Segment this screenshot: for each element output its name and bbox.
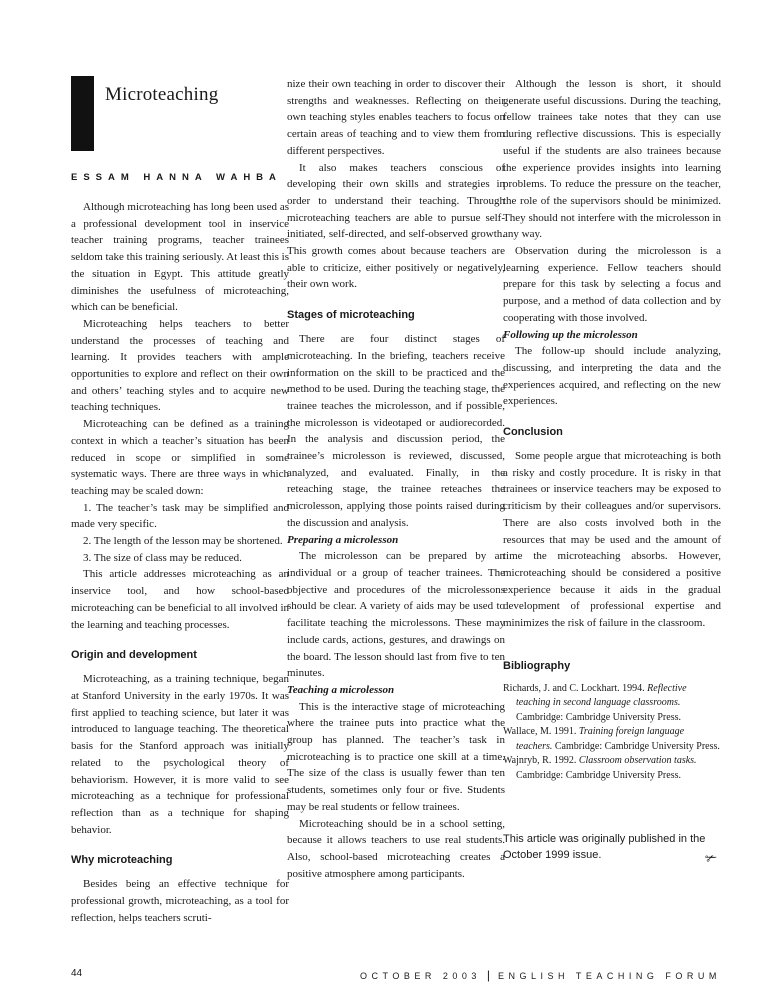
paragraph: nize their own teaching in order to discover their strengths and weaknesses. Reflecting on their own teaching styles enables teachers to focus on certain areas of teaching and to view them from different perspectives.	[287, 78, 505, 157]
article-title: Microteaching	[105, 84, 219, 105]
subsection-heading: Preparing a microlesson	[287, 533, 399, 546]
paragraph: Microteaching should be in a school setting, because it allows teachers to use real students. Also, school-based microteaching creates a positive atmosphere among participants.	[287, 817, 505, 880]
paragraph: Some people argue that microteaching is both a risky and costly procedure. It is risky in that trainees or inservice teachers may be exposed to criticism by their colleagues and/or supervisors. There are also costs involved both in the resources that may be used and the amount of time the microteaching absorbs. However, microteaching should be considered a positive experience because it aids in the gradual development of professional expertise and minimizes the risk of failure in the classroom.	[503, 450, 721, 630]
paragraph: It also makes teachers conscious of developing their own skills and strategies in order to understand their teaching. Through microteaching teachers are able to pursue self-initiated, self-directed, and self-observed growth. This growth comes about because teachers are able to criticize, either positively or negatively, their own work.	[287, 161, 505, 291]
column-1	[71, 76, 289, 926]
list-item: 1. The teacher’s task may be simplified and made very specific.	[71, 501, 289, 531]
column-3	[503, 76, 721, 867]
page-number: 44	[71, 968, 83, 979]
paragraph: Observation during the microlesson is a learning experience. Fellow teachers should prepare for this task by selecting a focus and purpose, and a method of data collection and by cooperating with those involved.	[503, 245, 721, 324]
subsection-heading: Following up the microlesson	[503, 328, 638, 341]
bibliography-list	[503, 682, 721, 784]
title-block	[71, 76, 289, 172]
paragraph: This is the interactive stage of microteaching where the trainee puts into practice what the group has planned. The teacher’s task in microteaching is to practice one skill at a time. The size of the class is usually fewer than ten students, sometimes only four or five. Students may be real students or fellow trainees.	[287, 700, 505, 813]
section-heading: Bibliography	[503, 659, 571, 672]
author-name: ESSAM HANNA WAHBA	[71, 172, 282, 183]
paragraph: Although the lesson is short, it should generate useful discussions. During the teaching, fellow trainees take notes that they can use during reflective discussions. This is especially useful if the students are also trainees because the experience provides insights into learning problems. To reduce the pressure on the teacher, the role of the supervisors should be minimized. They should not interfere with the microlesson in any way.	[503, 78, 721, 241]
title-bar	[71, 76, 94, 151]
scissors-icon: ✃	[705, 850, 717, 867]
paragraph: There are four distinct stages of microteaching. In the briefing, teachers receive information on the skill to be practiced and the method to be used. During the teaching stage, the trainee teaches the microlesson, and if possible, the microlesson is videotaped or audiorecorded. In the analysis and discussion period, the trainee’s microlesson is reviewed, discussed, analyzed, and evaluated. Finally, in the reteaching stage, the trainee reteaches the microlesson, applying those points raised during the discussion and analysis.	[287, 333, 505, 529]
paragraph: Although microteaching has long been used as a professional development tool in inservice teacher training programs, teacher trainees seldom take this training seriously. At least this is the situation in Egypt. This attitude greatly diminishes the usefulness of microteaching, which can be beneficial.	[71, 201, 289, 314]
section-heading: Conclusion	[503, 426, 563, 439]
list-item: 3. The size of class may be reduced.	[83, 551, 242, 564]
paragraph: The follow-up should include analyzing, discussing, and interpreting the data and the experiences acquired, and reflecting on the new experiences.	[503, 345, 721, 408]
publication-note: This article was originally published in the October 1999 issue. ✃	[503, 833, 717, 867]
paragraph: Microteaching, as a training technique, began at Stanford University in the early 1970s. It was first applied to teaching science, but later it was introduced to language teaching. The theoretical basis for the Stanford approach was initially related to the psychological theory of behaviorism. However, it is more valid to see microteaching as a technique for professional reflection than as a technique for shaping behavior.	[71, 673, 289, 836]
bibliography-entry: Wallace, M. 1991. Training foreign language teachers. Cambridge: Cambridge University Press.	[503, 726, 720, 752]
bibliography-entry: Wajnryb, R. 1992. Classroom observation tasks. Cambridge: Cambridge University Press.	[503, 755, 697, 781]
paragraph: The microlesson can be prepared by an individual or a group of teacher trainees. The objective and procedures of the microlessons should be clear. A variety of aids may be used to facilitate teaching the microlessons. These may include cards, actions, gestures, and drawings on the board. The lesson should last from five to ten minutes.	[287, 550, 505, 680]
section-heading: Stages of microteaching	[287, 309, 415, 322]
paragraph: Microteaching can be defined as a training context in which a teacher’s situation has been reduced in scope or simplified in some systematic ways. There are three ways in which teaching may be scaled down:	[71, 418, 289, 497]
section-heading: Origin and development	[71, 649, 197, 662]
paragraph: This article addresses microteaching as an inservice tool, and how school-based microteaching can be beneficial to all involved in the learning and teaching processes.	[71, 568, 289, 631]
issue-date: OCTOBER 2003	[360, 971, 481, 981]
list-item: 2. The length of the lesson may be shortened.	[83, 535, 283, 548]
running-footer	[360, 968, 721, 982]
journal-name: ENGLISH TEACHING FORUM	[498, 971, 721, 981]
footer-separator: |	[486, 968, 490, 982]
bibliography-entry: Richards, J. and C. Lockhart. 1994. Reflective teaching in second language classrooms. Cambridge: Cambridge University Press.	[503, 682, 687, 723]
paragraph: Microteaching helps teachers to better understand the processes of teaching and learning. It provides teachers with ample opportunities to explore and reflect on their own and others’ teaching styles and to acquire new teaching techniques.	[71, 317, 289, 414]
column-2	[287, 76, 505, 882]
section-heading: Why microteaching	[71, 854, 173, 867]
subsection-heading: Teaching a microlesson	[287, 683, 395, 696]
paragraph: Besides being an effective technique for professional growth, microteaching, as a tool for reflection, helps teachers scruti-	[71, 878, 289, 924]
